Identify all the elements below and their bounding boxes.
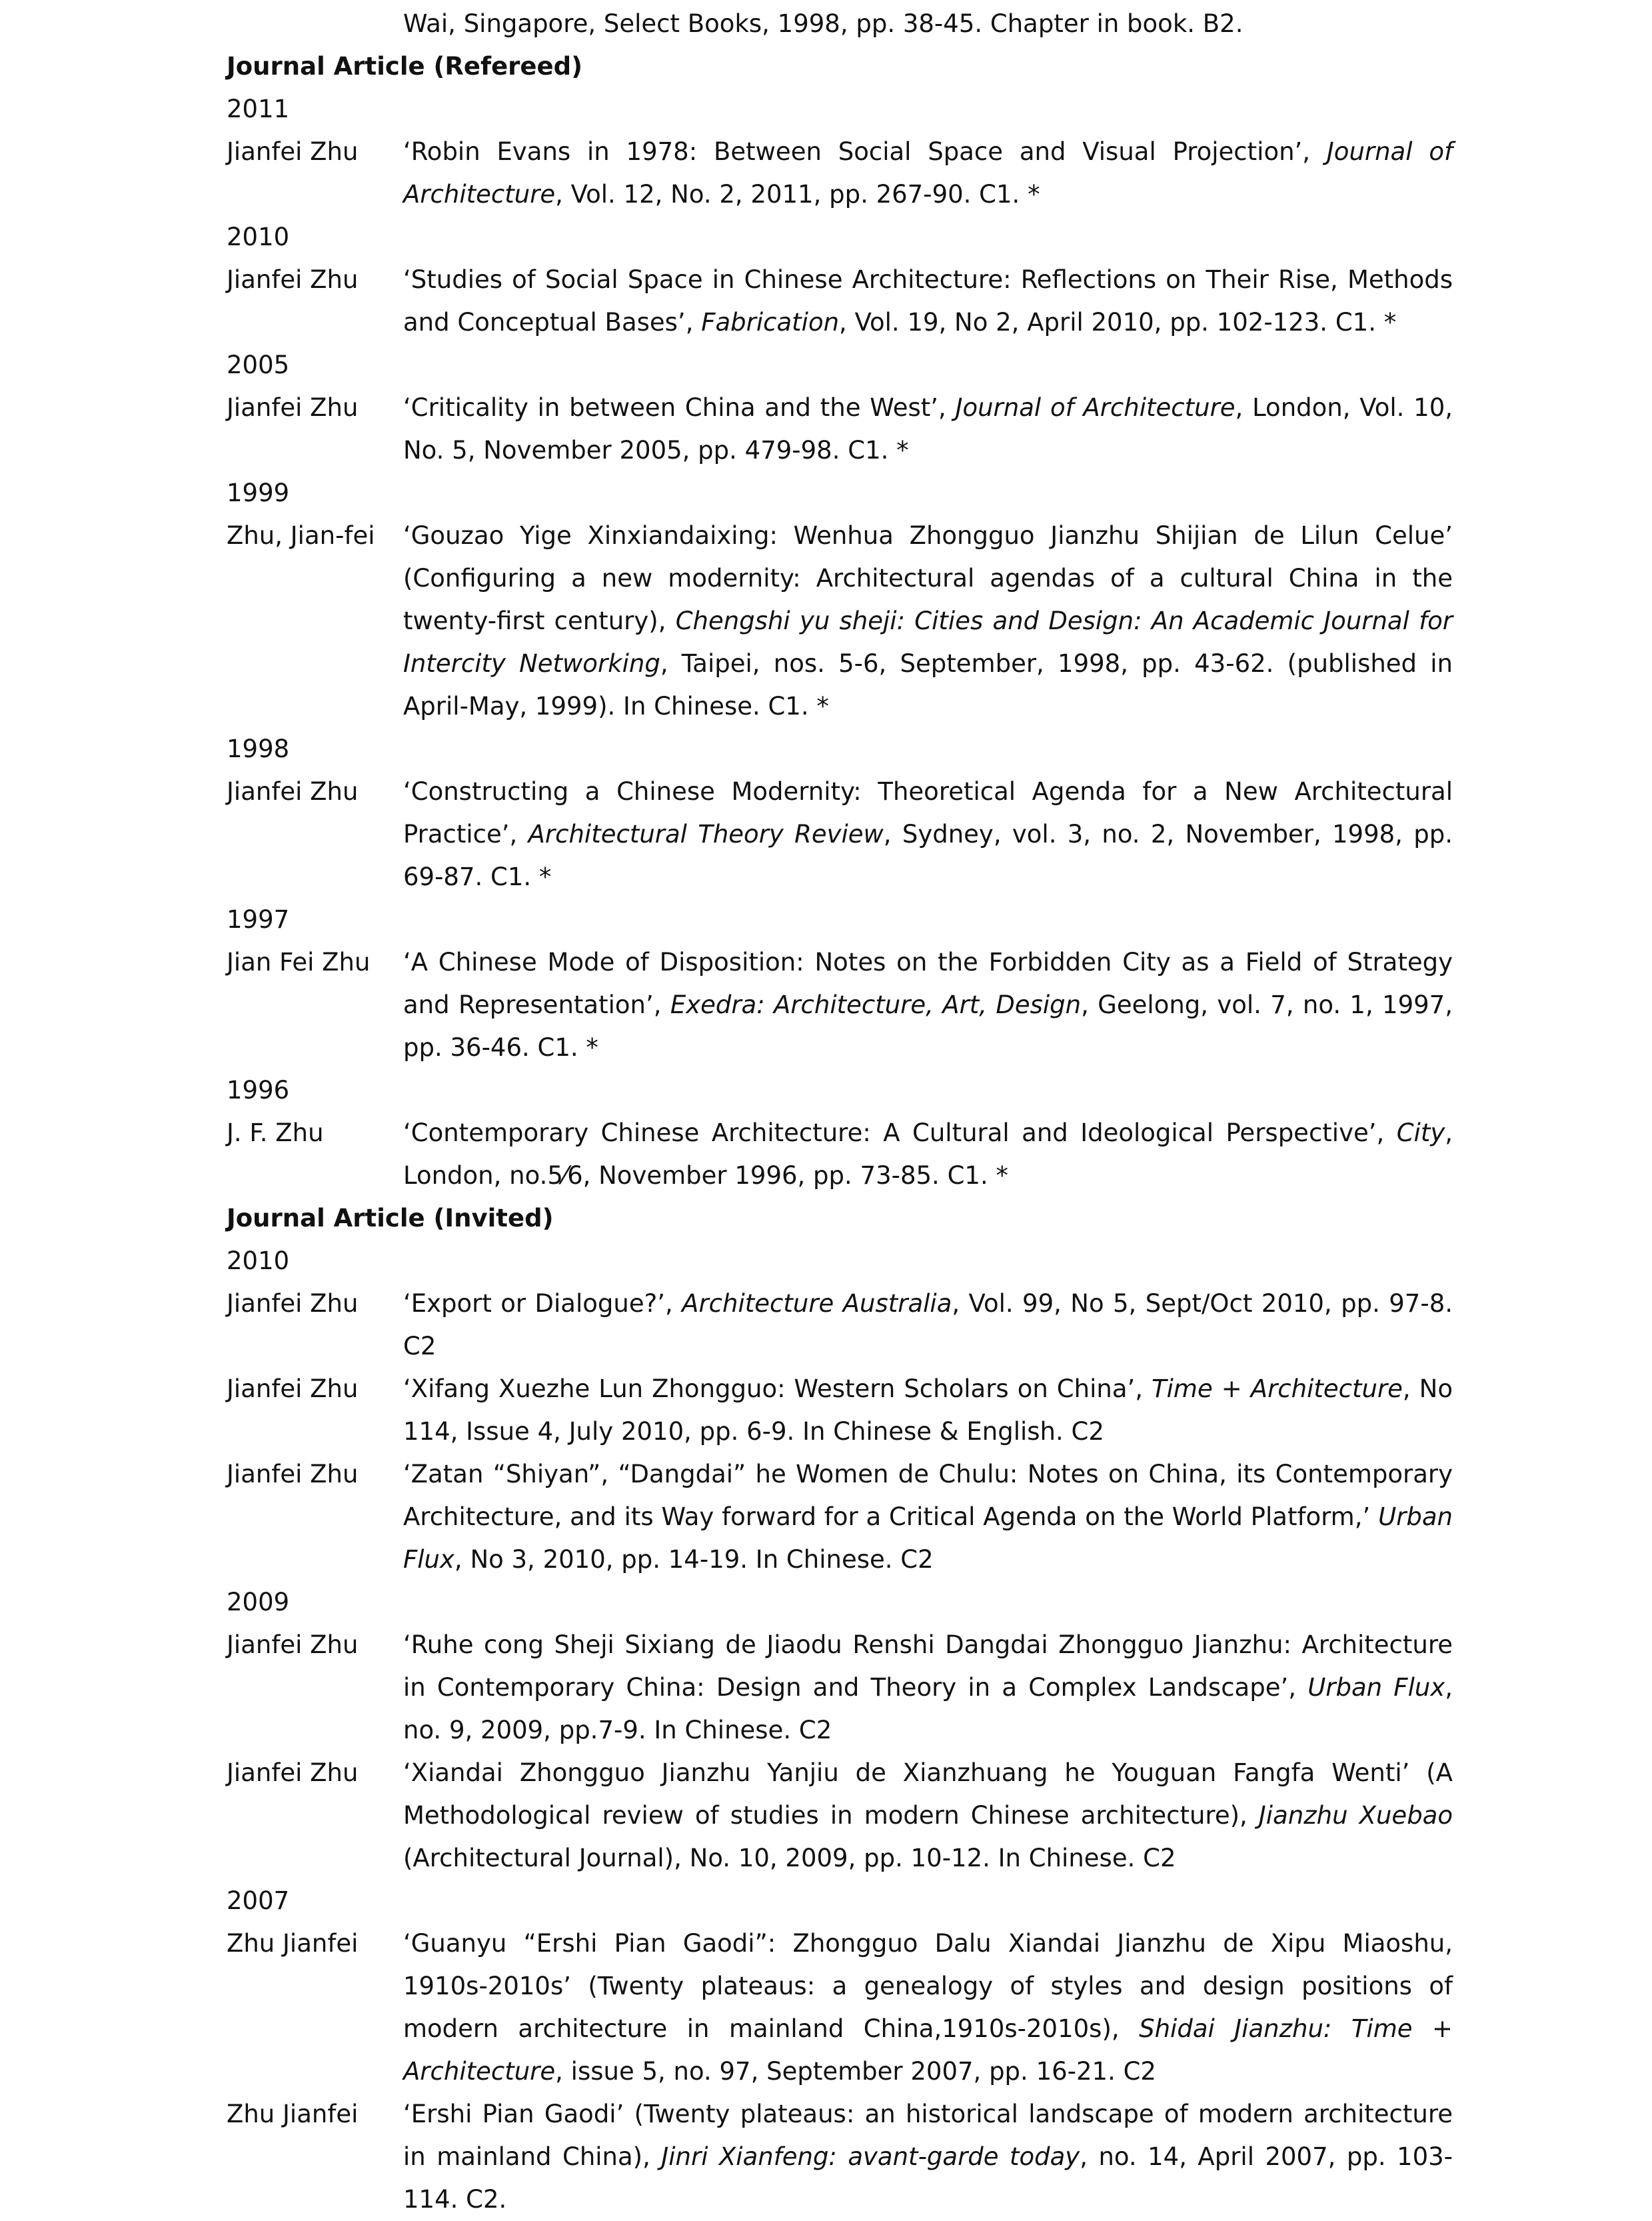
citation-text: ‘Export or Dialogue?’, bbox=[403, 1289, 682, 1318]
entry-author: Jianfei Zhu bbox=[227, 777, 359, 806]
entry-citation bbox=[403, 771, 1453, 899]
publication-entry bbox=[227, 259, 1453, 344]
entry-citation bbox=[403, 1453, 1453, 1581]
year-heading: 2010 bbox=[227, 223, 290, 251]
publication-entry bbox=[227, 387, 1453, 472]
year-heading: 2009 bbox=[227, 1588, 290, 1616]
entry-citation bbox=[403, 259, 1453, 344]
entry-citation bbox=[403, 1922, 1453, 2093]
publication-entry bbox=[227, 1112, 1453, 1197]
year-heading: 1996 bbox=[227, 1076, 290, 1105]
entry-citation bbox=[403, 1282, 1453, 1368]
entry-citation bbox=[403, 1112, 1453, 1197]
entry-citation bbox=[403, 387, 1453, 472]
journal-title: Fabrication bbox=[701, 308, 840, 337]
section-heading: Journal Article (Refereed) bbox=[227, 52, 583, 81]
citation-text: ‘Ruhe cong Sheji Sixiang de Jiaodu Renshi Dangdai Zhongguo Jianzhu: Architecture in Contemporary China: Design and Theory in a Complex Landscape’, bbox=[403, 1630, 1453, 1702]
citation-text: , Taipei, nos. 5-6, September, 1998, pp. 43-62. (published in April-May, 1999). In Chinese. C1. * bbox=[403, 649, 1453, 721]
citation-text: ‘Criticality in between China and the West’, bbox=[403, 393, 956, 422]
citation-text: ‘Robin Evans in 1978: Between Social Space and Visual Projection’, bbox=[403, 137, 1327, 166]
document-page bbox=[227, 3, 1453, 2221]
entry-citation bbox=[403, 2093, 1453, 2221]
entry-author: Zhu Jianfei bbox=[227, 2100, 359, 2128]
journal-title: Architectural Theory Review bbox=[528, 820, 884, 849]
journal-title: Jianzhu Xuebao bbox=[1258, 1801, 1453, 1830]
journal-title: Shidai Jianzhu: Time + Architecture bbox=[403, 2014, 1453, 2086]
entry-citation bbox=[403, 1368, 1453, 1453]
citation-text: ‘Guanyu “Ershi Pian Gaodi”: Zhongguo Dalu Xiandai Jianzhu de Xipu Miaoshu, 1910s-2010s’ (Twenty plateaus: a genealogy of styles and design positions of modern architecture in mainland China,1910s-2010s), bbox=[403, 1929, 1453, 2043]
publication-entry bbox=[227, 515, 1453, 728]
citation-text: ‘Gouzao Yige Xinxiandaixing: Wenhua Zhongguo Jianzhu Shijian de Lilun Celue’ (Configuring a new modernity: Architectural agendas of a cultural China in the twenty-first century), bbox=[403, 521, 1453, 635]
citation-text: , Geelong, vol. 7, no. 1, 1997, pp. 36-46. C1. * bbox=[403, 991, 1453, 1062]
citation-text: , Vol. 19, No 2, April 2010, pp. 102-123. C1. * bbox=[839, 308, 1397, 337]
citation-text: , no. 14, April 2007, pp. 103-114. C2. bbox=[403, 2142, 1453, 2214]
publication-entry bbox=[227, 1282, 1453, 1368]
journal-title: Jinri Xianfeng: avant-garde today bbox=[661, 2142, 1080, 2171]
citation-text: , London, no.5⁄6, November 1996, pp. 73-85. C1. * bbox=[403, 1118, 1453, 1190]
citation-text: ‘Ershi Pian Gaodi’ (Twenty plateaus: an historical landscape of modern architecture in mainland China), bbox=[403, 2100, 1453, 2171]
citation-text: , issue 5, no. 97, September 2007, pp. 16-21. C2 bbox=[555, 2057, 1156, 2086]
citation-text: , No 3, 2010, pp. 14-19. In Chinese. C2 bbox=[454, 1545, 934, 1574]
publication-entry bbox=[227, 2093, 1453, 2221]
citation-text: ‘Studies of Social Space in Chinese Architecture: Reflections on Their Rise, Methods and Conceptual Bases’, bbox=[403, 265, 1453, 337]
year-heading: 2005 bbox=[227, 351, 290, 379]
citation-text: ‘Xifang Xuezhe Lun Zhongguo: Western Scholars on China’, bbox=[403, 1374, 1152, 1403]
citation-text: , no. 9, 2009, pp.7-9. In Chinese. C2 bbox=[403, 1673, 1453, 1744]
citation-text: , No 114, Issue 4, July 2010, pp. 6-9. In Chinese & English. C2 bbox=[403, 1374, 1453, 1446]
citation-text: ‘Contemporary Chinese Architecture: A Cultural and Ideological Perspective’, bbox=[403, 1118, 1397, 1147]
publication-entry bbox=[227, 771, 1453, 899]
entry-citation bbox=[403, 1624, 1453, 1752]
journal-title: Journal of Architecture bbox=[403, 137, 1453, 209]
entry-author: Jianfei Zhu bbox=[227, 137, 359, 166]
citation-text: , London, Vol. 10, No. 5, November 2005, pp. 479-98. C1. * bbox=[403, 393, 1453, 465]
entry-citation bbox=[403, 1752, 1453, 1880]
entry-author: Jianfei Zhu bbox=[227, 1460, 359, 1488]
journal-title: Exedra: Architecture, Art, Design bbox=[670, 991, 1082, 1019]
citation-text: , Sydney, vol. 3, no. 2, November, 1998, pp. 69-87. C1. * bbox=[403, 820, 1453, 891]
entry-author: Jianfei Zhu bbox=[227, 1758, 359, 1787]
year-heading: 1998 bbox=[227, 735, 290, 763]
publication-entry bbox=[227, 941, 1453, 1069]
entry-citation bbox=[403, 131, 1453, 216]
citation-text: ‘Zatan “Shiyan”, “Dangdai” he Women de Chulu: Notes on China, its Contemporary Architecture, and its Way forward for a Critical Agenda on the World Platform,’ bbox=[403, 1460, 1453, 1531]
intro-fragment: Wai, Singapore, Select Books, 1998, pp. 38-45. Chapter in book. B2. bbox=[403, 9, 1243, 38]
citation-text: ‘Xiandai Zhongguo Jianzhu Yanjiu de Xianzhuang he Youguan Fangfa Wenti’ (A Methodological review of studies in modern Chinese architecture), bbox=[403, 1758, 1453, 1830]
journal-title: Chengshi yu sheji: Cities and Design: An Academic Journal for Intercity Networking bbox=[403, 607, 1453, 678]
publication-entry bbox=[227, 1624, 1453, 1752]
journal-title: Urban Flux bbox=[1307, 1673, 1445, 1702]
journal-title: Urban Flux bbox=[403, 1502, 1453, 1574]
journal-title: Journal of Architecture bbox=[955, 393, 1236, 422]
publication-entry bbox=[227, 1922, 1453, 2093]
citation-text: , Vol. 12, No. 2, 2011, pp. 267-90. C1. * bbox=[555, 180, 1040, 209]
journal-title: Time + Architecture bbox=[1152, 1374, 1403, 1403]
entry-citation bbox=[403, 515, 1453, 728]
year-heading: 2007 bbox=[227, 1886, 290, 1915]
entry-author: Jianfei Zhu bbox=[227, 1289, 359, 1318]
publication-entry bbox=[227, 1453, 1453, 1581]
entry-author: Jian Fei Zhu bbox=[227, 948, 371, 977]
journal-title: Architecture Australia bbox=[682, 1289, 952, 1318]
year-heading: 1999 bbox=[227, 479, 290, 507]
year-heading: 2010 bbox=[227, 1246, 290, 1275]
citation-text: (Architectural Journal), No. 10, 2009, pp. 10-12. In Chinese. C2 bbox=[403, 1844, 1176, 1872]
publication-entry bbox=[227, 1368, 1453, 1453]
publication-sections bbox=[227, 45, 1453, 2221]
entry-author: Jianfei Zhu bbox=[227, 265, 359, 294]
entry-author: Zhu Jianfei bbox=[227, 1929, 359, 1958]
publication-entry bbox=[227, 131, 1453, 216]
journal-title: City bbox=[1396, 1118, 1445, 1147]
entry-citation bbox=[403, 941, 1453, 1069]
publication-entry bbox=[227, 1752, 1453, 1880]
citation-text: ‘Constructing a Chinese Modernity: Theoretical Agenda for a New Architectural Practice’, bbox=[403, 777, 1453, 849]
year-heading: 2011 bbox=[227, 95, 290, 123]
citation-text: , Vol. 99, No 5, Sept/Oct 2010, pp. 97-8. C2 bbox=[403, 1289, 1453, 1360]
section-heading: Journal Article (Invited) bbox=[227, 1204, 554, 1232]
citation-text: ‘A Chinese Mode of Disposition: Notes on the Forbidden City as a Field of Strategy and Representation’, bbox=[403, 948, 1453, 1019]
entry-author: Jianfei Zhu bbox=[227, 393, 359, 422]
year-heading: 1997 bbox=[227, 905, 290, 934]
entry-author: Zhu, Jian-fei bbox=[227, 521, 375, 550]
entry-author: Jianfei Zhu bbox=[227, 1374, 359, 1403]
entry-author: J. F. Zhu bbox=[227, 1118, 324, 1147]
entry-author: Jianfei Zhu bbox=[227, 1630, 359, 1659]
